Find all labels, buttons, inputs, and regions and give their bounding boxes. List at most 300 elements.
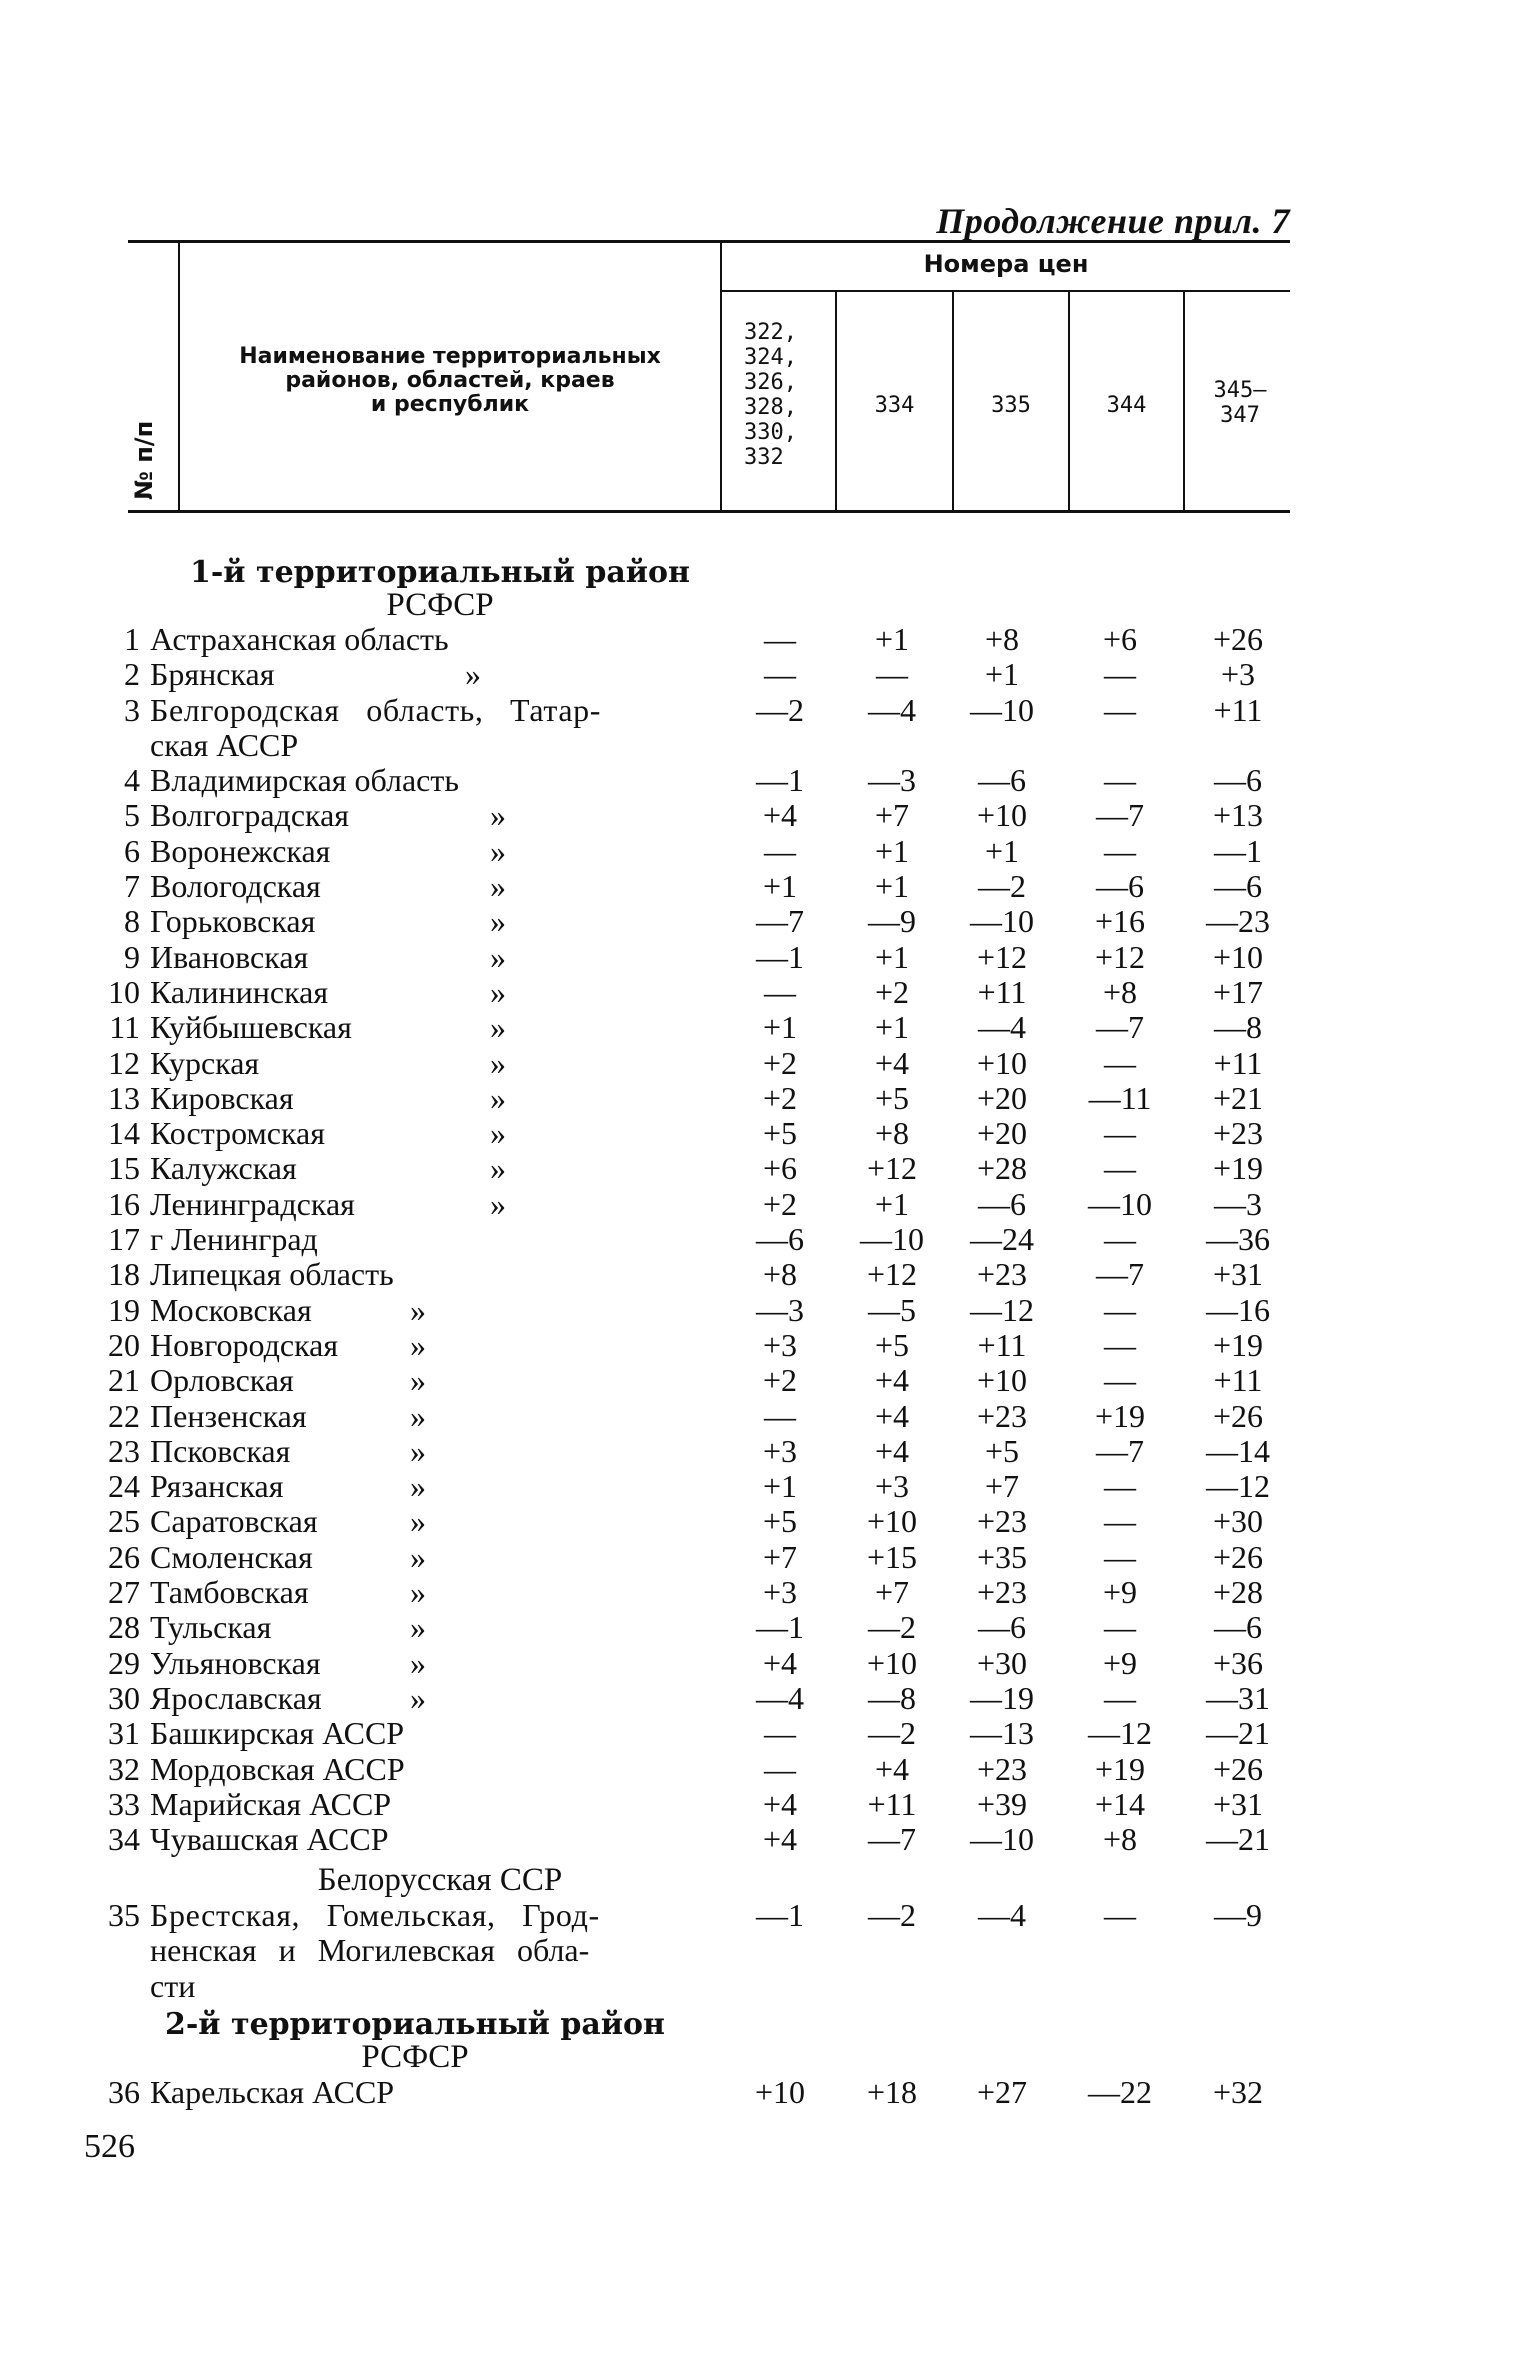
header-price-col-2: 334 <box>874 393 915 418</box>
table-row <box>0 1293 1535 1328</box>
row-value: +8 <box>762 1256 798 1292</box>
row-number: 23 <box>108 1433 140 1469</box>
row-value: —7 <box>1096 1433 1144 1469</box>
row-value: —2 <box>756 692 804 728</box>
ditto-mark: » <box>410 1609 426 1645</box>
table-row <box>0 1151 1535 1186</box>
table-row <box>0 1046 1535 1081</box>
row-value: +10 <box>866 1503 918 1539</box>
section-2-title: 2-й территориальный район <box>164 2007 666 2042</box>
row-value: —10 <box>970 692 1034 728</box>
row-value: +4 <box>762 1821 798 1857</box>
table-row <box>0 693 1535 728</box>
row-value: —10 <box>970 1821 1034 1857</box>
row-value: +8 <box>1102 1821 1138 1857</box>
price-col-line: 322, <box>744 320 797 345</box>
row-value: —7 <box>1096 1009 1144 1045</box>
table-row <box>0 1434 1535 1469</box>
ditto-mark: » <box>410 1433 426 1469</box>
row-name: Московская <box>150 1292 312 1328</box>
row-value: +12 <box>866 1150 918 1186</box>
row-value: —4 <box>868 692 916 728</box>
row-value: —22 <box>1088 2074 1152 2110</box>
row-value: +1 <box>874 1186 910 1222</box>
row-number: 20 <box>108 1327 140 1363</box>
table-row <box>0 1540 1535 1575</box>
row-value: — <box>1104 1362 1136 1398</box>
table-row <box>0 1716 1535 1751</box>
row-value: —21 <box>1206 1821 1270 1857</box>
row-value: +26 <box>1212 621 1264 657</box>
row-value: — <box>764 974 796 1010</box>
row-value: +20 <box>976 1115 1028 1151</box>
row-value: —3 <box>868 762 916 798</box>
row-value: +26 <box>1212 1751 1264 1787</box>
table-row <box>0 1010 1535 1045</box>
price-col-line: 332 <box>744 445 784 470</box>
row-name: Марийская АССР <box>150 1786 392 1822</box>
row-value: —3 <box>1214 1186 1262 1222</box>
header-price-col-4: 344 <box>1106 393 1147 418</box>
row-value: —4 <box>978 1897 1026 1933</box>
table-row <box>0 1187 1535 1222</box>
row-value: +1 <box>762 1009 798 1045</box>
row-value: +32 <box>1212 2074 1264 2110</box>
row-value: +2 <box>762 1080 798 1116</box>
row-number: 8 <box>124 903 140 939</box>
table-row <box>0 763 1535 798</box>
row-value: +9 <box>1102 1574 1138 1610</box>
row-name: Смоленская <box>150 1539 313 1575</box>
row-value: +15 <box>866 1539 918 1575</box>
row-number: 12 <box>108 1045 140 1081</box>
header-price-col-3: 335 <box>991 393 1031 418</box>
table-row <box>0 1575 1535 1610</box>
table-row <box>0 657 1535 692</box>
price-col-line: 324, <box>744 345 797 370</box>
table-row <box>0 1116 1535 1151</box>
ditto-mark: » <box>490 1186 506 1222</box>
row-value: +23 <box>976 1256 1028 1292</box>
row-value: —4 <box>978 1009 1026 1045</box>
row-value: — <box>764 833 796 869</box>
row-value: —1 <box>756 762 804 798</box>
row-value: —9 <box>868 903 916 939</box>
section-belarus: Белорусская ССР <box>317 1862 563 1898</box>
row-value: +11 <box>977 974 1027 1010</box>
row-value: +11 <box>1213 692 1263 728</box>
row-value: +7 <box>874 1574 910 1610</box>
row-value: —6 <box>978 1609 1026 1645</box>
row-number: 3 <box>124 692 140 728</box>
row-name-continuation: ненская и Могилевская обла- <box>150 1932 590 1968</box>
row-number: 24 <box>108 1468 140 1504</box>
row-number: 9 <box>124 939 140 975</box>
row-value: +11 <box>1213 1362 1263 1398</box>
col-divider-1 <box>178 242 180 510</box>
row-number: 10 <box>108 974 140 1010</box>
row-value: — <box>764 656 796 692</box>
row-number: 15 <box>108 1150 140 1186</box>
row-value: +30 <box>1212 1503 1264 1539</box>
row-value: +4 <box>762 1645 798 1681</box>
row-number: 6 <box>124 833 140 869</box>
row-value: —10 <box>970 903 1034 939</box>
row-value: —2 <box>868 1609 916 1645</box>
row-value: —10 <box>1088 1186 1152 1222</box>
row-value: +12 <box>976 939 1028 975</box>
row-value: +11 <box>1213 1045 1263 1081</box>
row-value: — <box>1104 656 1136 692</box>
row-value: +3 <box>874 1468 910 1504</box>
price-col-line: 345— <box>1213 378 1267 403</box>
section-1-title: 1-й территориальный район <box>189 555 691 590</box>
row-value: — <box>764 1715 796 1751</box>
row-value: — <box>764 621 796 657</box>
row-value: —10 <box>860 1221 924 1257</box>
row-value: —12 <box>1206 1468 1270 1504</box>
row-value: —23 <box>1206 903 1270 939</box>
row-value: +17 <box>1212 974 1264 1010</box>
header-price-col-5 <box>1190 378 1290 428</box>
row-value: — <box>1104 692 1136 728</box>
row-value: +35 <box>976 1539 1028 1575</box>
row-value: —6 <box>1214 868 1262 904</box>
ditto-mark: » <box>490 1115 506 1151</box>
row-value: +8 <box>1102 974 1138 1010</box>
row-value: +10 <box>976 1045 1028 1081</box>
row-name: Новгородская <box>150 1327 339 1363</box>
row-value: —19 <box>970 1680 1034 1716</box>
row-name: Орловская <box>150 1362 294 1398</box>
row-value: —2 <box>868 1715 916 1751</box>
table-row <box>0 1752 1535 1787</box>
row-value: — <box>1104 1468 1136 1504</box>
row-number: 13 <box>108 1080 140 1116</box>
row-value: —9 <box>1214 1897 1262 1933</box>
row-value: +4 <box>762 797 798 833</box>
header-col-number: № п/п <box>130 420 158 500</box>
price-col-line: 326, <box>744 370 797 395</box>
row-value: +7 <box>874 797 910 833</box>
row-name: Карельская АССР <box>150 2074 395 2110</box>
row-value: +1 <box>874 1009 910 1045</box>
row-value: +5 <box>984 1433 1020 1469</box>
row-value: +31 <box>1212 1786 1264 1822</box>
ditto-mark: » <box>465 656 481 692</box>
row-value: +23 <box>1212 1115 1264 1151</box>
table-row <box>0 940 1535 975</box>
header-top-rule <box>128 240 1290 243</box>
table-row <box>0 1328 1535 1363</box>
row-name: Ярославская <box>150 1680 322 1716</box>
row-value: —6 <box>978 1186 1026 1222</box>
row-value: +3 <box>1220 656 1256 692</box>
row-value: —1 <box>756 939 804 975</box>
ditto-mark: » <box>490 833 506 869</box>
row-value: +10 <box>976 797 1028 833</box>
row-name: Белгородская область, Татар- <box>150 692 602 728</box>
row-name: Ивановская <box>150 939 309 975</box>
row-name: Липецкая область <box>150 1256 394 1292</box>
row-number: 7 <box>124 868 140 904</box>
row-value: +4 <box>762 1786 798 1822</box>
row-value: +23 <box>976 1398 1028 1434</box>
row-number: 4 <box>124 762 140 798</box>
row-value: — <box>1104 1503 1136 1539</box>
row-value: +1 <box>762 868 798 904</box>
row-value: — <box>1104 1115 1136 1151</box>
table-row <box>0 1822 1535 1857</box>
row-number: 5 <box>124 797 140 833</box>
row-number: 11 <box>109 1009 140 1045</box>
row-value: —6 <box>1214 762 1262 798</box>
row-value: +6 <box>1102 621 1138 657</box>
row-value: +10 <box>1212 939 1264 975</box>
header-col-name-line: Наименование территориальных <box>239 344 661 369</box>
row-value: +21 <box>1212 1080 1264 1116</box>
col-divider-2 <box>720 242 722 510</box>
table-row <box>0 798 1535 833</box>
ditto-mark: » <box>410 1398 426 1434</box>
row-value: — <box>1104 762 1136 798</box>
row-value: +4 <box>874 1045 910 1081</box>
row-value: — <box>764 1751 796 1787</box>
row-name: Ленинградская <box>150 1186 355 1222</box>
row-number: 30 <box>108 1680 140 1716</box>
row-value: —1 <box>1214 833 1262 869</box>
page-caption: Продолжение прил. 7 <box>936 201 1290 241</box>
row-value: +8 <box>874 1115 910 1151</box>
row-number: 17 <box>108 1221 140 1257</box>
row-name: Калининская <box>150 974 329 1010</box>
ditto-mark: » <box>410 1680 426 1716</box>
row-value: +5 <box>874 1080 910 1116</box>
row-value: —7 <box>1096 1256 1144 1292</box>
table-row <box>0 1646 1535 1681</box>
row-name: Башкирская АССР <box>150 1715 405 1751</box>
row-value: +2 <box>874 974 910 1010</box>
row-value: +7 <box>984 1468 1020 1504</box>
row-value: —6 <box>978 762 1026 798</box>
row-number: 27 <box>108 1574 140 1610</box>
row-value: +2 <box>762 1045 798 1081</box>
row-value: +28 <box>1212 1574 1264 1610</box>
row-value: —11 <box>1088 1080 1152 1116</box>
row-value: +5 <box>762 1503 798 1539</box>
row-value: +23 <box>976 1574 1028 1610</box>
row-name: Кировская <box>150 1080 294 1116</box>
row-name: Мордовская АССР <box>150 1751 405 1787</box>
table-row <box>0 1469 1535 1504</box>
row-number: 22 <box>108 1398 140 1434</box>
row-value: +1 <box>874 621 910 657</box>
row-value: +7 <box>762 1539 798 1575</box>
ditto-mark: » <box>410 1574 426 1610</box>
ditto-mark: » <box>410 1362 426 1398</box>
row-value: +1 <box>984 833 1020 869</box>
row-number: 28 <box>108 1609 140 1645</box>
row-value: —8 <box>1214 1009 1262 1045</box>
row-value: +19 <box>1212 1150 1264 1186</box>
row-value: +13 <box>1212 797 1264 833</box>
row-name: Тамбовская <box>150 1574 309 1610</box>
row-value: +36 <box>1212 1645 1264 1681</box>
ditto-mark: » <box>490 939 506 975</box>
row-value: +23 <box>976 1751 1028 1787</box>
row-value: — <box>1104 1292 1136 1328</box>
row-value: —7 <box>1096 797 1144 833</box>
row-value: +27 <box>976 2074 1028 2110</box>
price-col-line: 347 <box>1220 403 1260 428</box>
price-col-line: 328, <box>744 395 797 420</box>
section-2-subtitle: РСФСР <box>361 2039 469 2075</box>
row-value: —14 <box>1206 1433 1270 1469</box>
row-value: —2 <box>868 1897 916 1933</box>
row-number: 34 <box>108 1821 140 1857</box>
price-col-line: 330, <box>744 420 797 445</box>
row-value: —12 <box>1088 1715 1152 1751</box>
row-name: Куйбышевская <box>150 1009 352 1045</box>
ditto-mark: » <box>490 1009 506 1045</box>
ditto-mark: » <box>490 1045 506 1081</box>
header-bottom-rule <box>128 510 1290 513</box>
row-value: +5 <box>874 1327 910 1363</box>
row-name: Астраханская область <box>150 621 449 657</box>
row-value: +12 <box>1094 939 1146 975</box>
row-value: +26 <box>1212 1539 1264 1575</box>
table-row <box>0 834 1535 869</box>
table-row <box>0 1898 1535 1933</box>
row-value: —6 <box>1096 868 1144 904</box>
row-value: — <box>1104 1609 1136 1645</box>
ditto-mark: » <box>410 1645 426 1681</box>
table-row <box>0 622 1535 657</box>
header-col-name <box>190 345 710 417</box>
row-value: —1 <box>756 1609 804 1645</box>
row-value: —21 <box>1206 1715 1270 1751</box>
row-name: Калужская <box>150 1150 297 1186</box>
row-value: +18 <box>866 2074 918 2110</box>
header-col-name-line: и республик <box>370 392 530 417</box>
row-name: Волгоградская <box>150 797 350 833</box>
row-value: +3 <box>762 1574 798 1610</box>
row-value: +14 <box>1094 1786 1146 1822</box>
row-value: —4 <box>756 1680 804 1716</box>
row-value: —6 <box>1214 1609 1262 1645</box>
row-value: +28 <box>976 1150 1028 1186</box>
row-value: +1 <box>874 833 910 869</box>
table-row <box>0 1681 1535 1716</box>
section-1-subtitle: РСФСР <box>386 587 494 623</box>
table-row <box>0 904 1535 939</box>
row-value: —16 <box>1206 1292 1270 1328</box>
row-value: +39 <box>976 1786 1028 1822</box>
row-value: +1 <box>762 1468 798 1504</box>
page-number: 526 <box>84 2128 135 2165</box>
ditto-mark: » <box>490 868 506 904</box>
row-number: 2 <box>124 656 140 692</box>
row-name: Брестская, Гомельская, Грод- <box>150 1897 600 1933</box>
row-number: 29 <box>108 1645 140 1681</box>
row-value: — <box>876 656 908 692</box>
table-row <box>0 1787 1535 1822</box>
row-name: Костромская <box>150 1115 325 1151</box>
row-value: — <box>764 1398 796 1434</box>
row-value: +2 <box>762 1186 798 1222</box>
table-row <box>0 1081 1535 1116</box>
row-value: — <box>1104 1150 1136 1186</box>
row-value: —2 <box>978 868 1026 904</box>
row-value: +2 <box>762 1362 798 1398</box>
row-name: Чувашская АССР <box>150 1821 389 1857</box>
row-value: +5 <box>762 1115 798 1151</box>
row-value: —36 <box>1206 1221 1270 1257</box>
row-name: Псковская <box>150 1433 291 1469</box>
row-number: 21 <box>108 1362 140 1398</box>
ditto-mark: » <box>410 1292 426 1328</box>
row-name-continuation: ская АССР <box>150 727 299 763</box>
table-row <box>0 1504 1535 1539</box>
row-name: Горьковская <box>150 903 316 939</box>
row-value: +1 <box>984 656 1020 692</box>
row-value: +12 <box>866 1256 918 1292</box>
row-value: —5 <box>868 1292 916 1328</box>
row-value: +19 <box>1212 1327 1264 1363</box>
header-price-col-1 <box>744 320 797 470</box>
row-value: — <box>1104 1897 1136 1933</box>
row-value: +4 <box>874 1751 910 1787</box>
row-value: +11 <box>867 1786 917 1822</box>
row-value: +4 <box>874 1362 910 1398</box>
row-number: 16 <box>108 1186 140 1222</box>
ditto-mark: » <box>490 1150 506 1186</box>
ditto-mark: » <box>490 797 506 833</box>
row-name: Рязанская <box>150 1468 284 1504</box>
row-value: +3 <box>762 1327 798 1363</box>
row-name: Воронежская <box>150 833 331 869</box>
row-value: +3 <box>762 1433 798 1469</box>
row-value: +9 <box>1102 1645 1138 1681</box>
row-value: — <box>1104 1045 1136 1081</box>
row-number: 25 <box>108 1503 140 1539</box>
row-value: +10 <box>754 2074 806 2110</box>
row-name: г Ленинград <box>150 1221 318 1257</box>
row-value: —8 <box>868 1680 916 1716</box>
row-name: Брянская <box>150 656 275 692</box>
table-row <box>0 1399 1535 1434</box>
header-prices-label: Номера цен <box>923 250 1089 278</box>
row-value: —1 <box>756 1897 804 1933</box>
row-value: —13 <box>970 1715 1034 1751</box>
table-row <box>0 1257 1535 1292</box>
table-row <box>0 1363 1535 1398</box>
ditto-mark: » <box>410 1539 426 1575</box>
row-number: 33 <box>108 1786 140 1822</box>
row-value: — <box>1104 1680 1136 1716</box>
row-name-continuation: сти <box>150 1968 196 2004</box>
row-name: Тульская <box>150 1609 272 1645</box>
row-value: —6 <box>756 1221 804 1257</box>
row-value: +19 <box>1094 1398 1146 1434</box>
row-value: +19 <box>1094 1751 1146 1787</box>
row-value: +6 <box>762 1150 798 1186</box>
row-value: +30 <box>976 1645 1028 1681</box>
row-value: —12 <box>970 1292 1034 1328</box>
table-row <box>0 869 1535 904</box>
row-value: +16 <box>1094 903 1146 939</box>
table-row <box>0 1222 1535 1257</box>
